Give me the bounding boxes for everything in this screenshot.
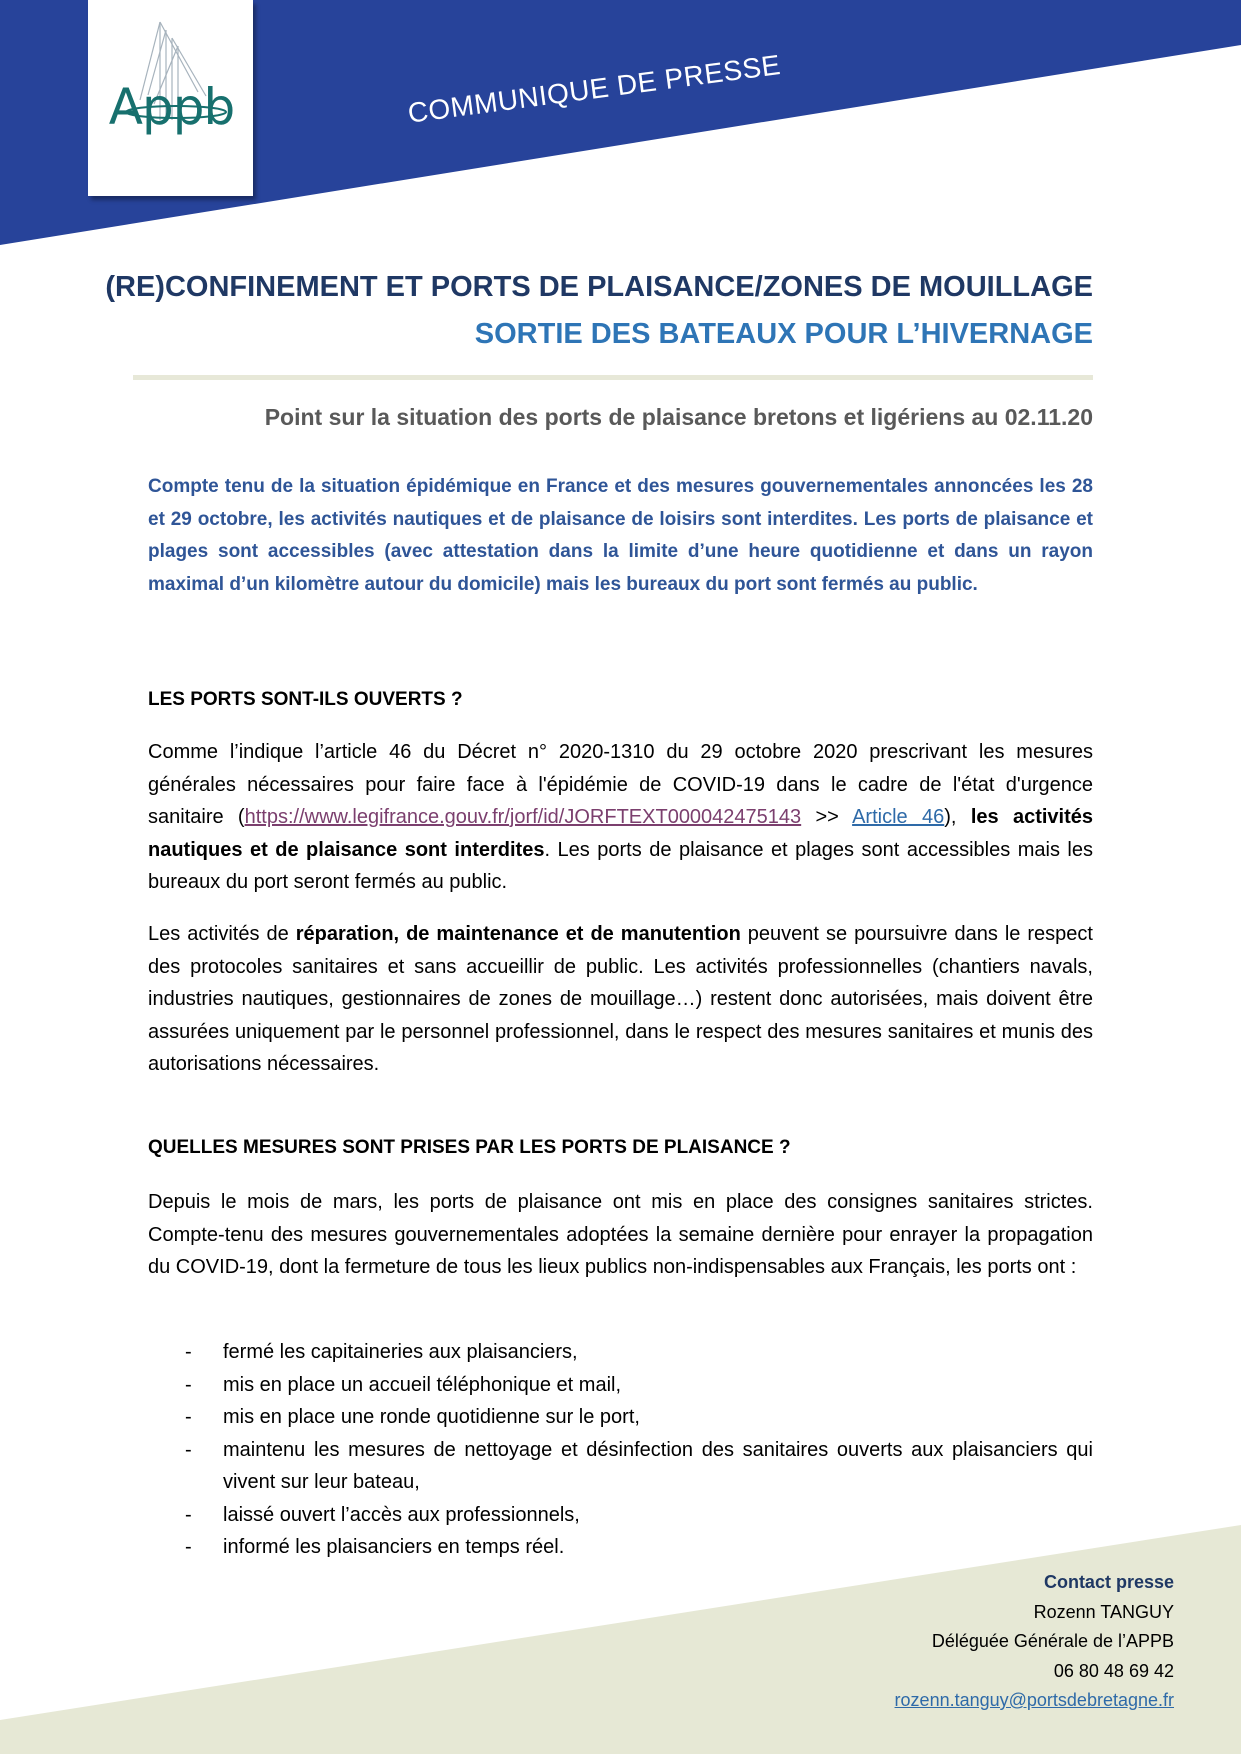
bullet-dash: - (185, 1536, 192, 1558)
list-item (148, 1369, 1093, 1402)
text-segment: >> (801, 806, 853, 828)
contact-email-link[interactable]: rozenn.tanguy@portsdebretagne.fr (894, 1690, 1174, 1710)
situation-subtitle: Point sur la situation des ports de plaisance bretons et ligériens au 02.11.20 (264, 404, 1093, 430)
main-title: (RE)CONFINEMENT ET PORTS DE PLAISANCE/ZONES DE MOUILLAGE (105, 271, 1093, 303)
text-segment: . Les ports de plaisance et plages sont accessibles mais les bureaux du port seront fermés au public. (148, 838, 1093, 893)
measures-list (148, 1336, 1093, 1564)
logo (88, 0, 253, 196)
press-contact (895, 1568, 1174, 1716)
intro-paragraph: Compte tenu de la situation épidémique en France et des mesures gouvernementales annoncées les 28 et 29 octobre, les activités nautiques et de plaisance de loisirs sont interdites. Les ports de plaisance et plages sont accessibles (avec attestation dans la limite d’une heure quotidienne et dans un rayon maximal d’un kilomètre autour du domicile) mais les bureaux du port sont fermés au public. (148, 476, 1093, 595)
article-46-link[interactable]: Article 46 (852, 806, 945, 828)
list-item (148, 1336, 1093, 1369)
legifrance-link[interactable]: https://www.legifrance.gouv.fr/jorf/id/JORFTEXT000042475143 (244, 806, 802, 828)
section2-paragraph: Depuis le mois de mars, les ports de plaisance ont mis en place des consignes sanitaires strictes. Compte-tenu des mesures gouvernementales adoptées la semaine dernière pour enrayer la propagation du COVID-19, dont la fermeture de tous les lieux publics non-indispensables aux Français, les ports ont : (148, 1191, 1093, 1278)
section-heading-ports-open: LES PORTS SONT-ILS OUVERTS ? (148, 689, 463, 710)
bullet-dash: - (185, 1406, 192, 1428)
list-item-text: mis en place une ronde quotidienne sur le port, (223, 1406, 640, 1428)
logo-text: Appb (108, 78, 235, 136)
list-item-text: laissé ouvert l’accès aux professionnels, (223, 1503, 580, 1526)
text-segment: Les activités de (148, 923, 296, 945)
list-item (148, 1401, 1093, 1434)
section1-paragraph-1 (148, 736, 1093, 899)
bullet-dash: - (185, 1373, 192, 1396)
list-item-text: fermé les capitaineries aux plaisanciers, (223, 1341, 578, 1363)
list-item (148, 1499, 1093, 1532)
text-segment: Comme l’indique l’article 46 du Décret n° 2020-1310 du 29 octobre 2020 prescrivant les mesures générales nécessaires pour faire face à l'épidémie de COVID-19 dans le cadre de l'état d'urgence sanitaire ( (148, 741, 1093, 828)
main-subtitle: SORTIE DES BATEAUX POUR L’HIVERNAGE (474, 318, 1093, 350)
contact-phone: 06 80 48 69 42 (1053, 1660, 1174, 1681)
text-segment: peuvent se poursuivre dans le respect des protocoles sanitaires et sans accueillir de public. Les activités professionnelles (chantiers navals, industries nautiques, gestionnaires de zones de mouillage…) restent donc autorisées, mais doivent être assurées uniquement par le personnel professionnel, dans le respect des mesures sanitaires et munis des autorisations nécessaires. (148, 923, 1093, 1075)
bullet-dash: - (185, 1341, 192, 1363)
list-item-text: mis en place un accueil téléphonique et mail, (223, 1373, 622, 1396)
title-divider (133, 375, 1093, 380)
bullet-dash: - (185, 1438, 192, 1461)
list-item-text: maintenu les mesures de nettoyage et désinfection des sanitaires ouverts aux plaisanciers qui vivent sur leur bateau, (223, 1438, 1093, 1493)
text-segment: ), (944, 806, 971, 828)
list-item (148, 1531, 1093, 1564)
bullet-dash: - (185, 1503, 192, 1526)
section-heading-measures: QUELLES MESURES SONT PRISES PAR LES PORTS DE PLAISANCE ? (148, 1137, 791, 1158)
section1-paragraph-2 (148, 918, 1093, 1081)
contact-role: Déléguée Générale de l’APPB (931, 1631, 1174, 1651)
contact-title: Contact presse (1043, 1572, 1174, 1592)
bold-text: réparation, de maintenance et de manutention (295, 923, 741, 945)
press-release-label: COMMUNIQUE DE PRESSE (406, 48, 783, 129)
bold-text: les activités nautiques et de plaisance sont interdites (148, 806, 1093, 861)
list-item (148, 1434, 1093, 1499)
contact-name: Rozenn TANGUY (1033, 1601, 1174, 1622)
list-item-text: informé les plaisanciers en temps réel. (223, 1536, 565, 1558)
